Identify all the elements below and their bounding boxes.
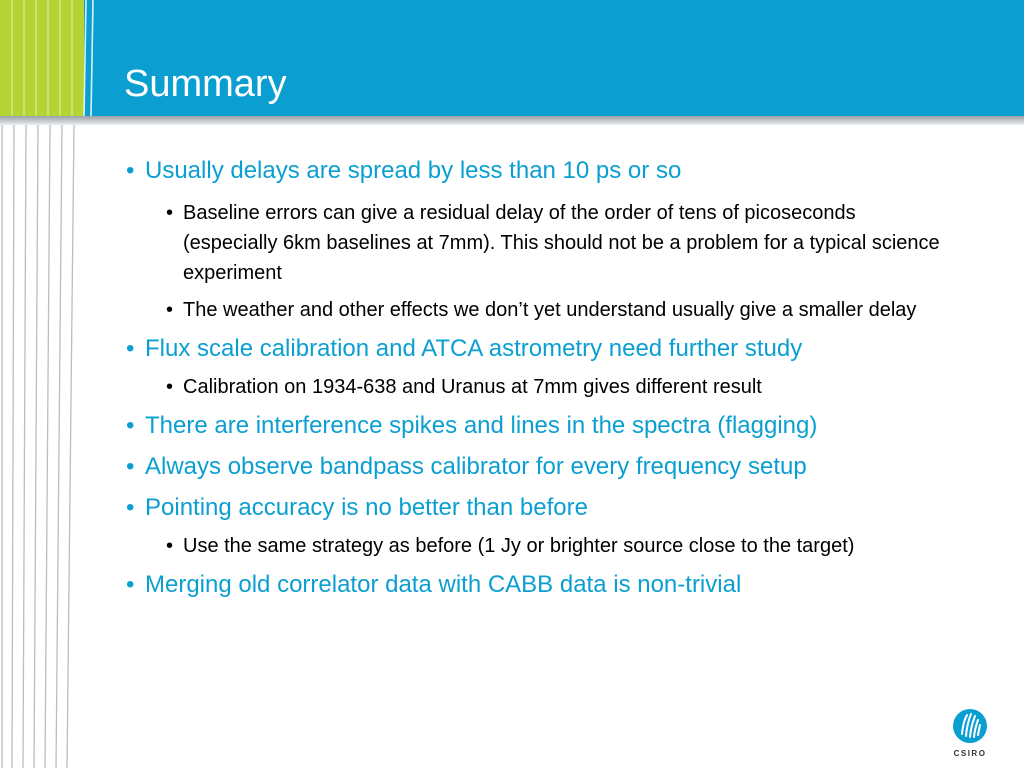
slide-title: Summary (124, 63, 287, 105)
bullet-text: There are interference spikes and lines in the spectra (flagging) (145, 412, 818, 439)
sub-bullet-text: The weather and other effects we don’t yet understand usually give a smaller delay (183, 299, 917, 321)
bullet-marker: • (126, 412, 135, 439)
decorative-stripes (0, 0, 100, 768)
csiro-logo (945, 706, 995, 758)
bullet-item (126, 334, 966, 364)
sub-bullet-marker: • (166, 376, 174, 398)
bullet-text: Merging old correlator data with CABB data is non-trivial (145, 571, 742, 598)
sub-bullet-marker: • (166, 202, 174, 224)
bullet-item (126, 411, 966, 441)
sub-bullet-marker: • (166, 535, 174, 557)
bullet-marker: • (126, 494, 135, 521)
bullet-text: Pointing accuracy is no better than before (145, 494, 588, 521)
sub-bullet-item (166, 295, 953, 325)
sub-bullet-text: Calibration on 1934-638 and Uranus at 7mm gives different result (183, 376, 762, 398)
bullet-list (126, 156, 966, 600)
bullet-item (126, 156, 966, 186)
sub-bullet-item (166, 531, 953, 561)
bullet-text: Usually delays are spread by less than 10 ps or so (145, 157, 682, 184)
sub-bullet-item (166, 372, 953, 402)
bullet-marker: • (126, 571, 135, 598)
bullet-item (126, 570, 966, 600)
logo-text: CSIRO (953, 749, 987, 758)
bullet-item (126, 452, 966, 482)
sub-bullet-text: Baseline errors can give a residual delay of the order of tens of picoseconds (especially 6km baselines at 7mm). This should not be a problem for a typical science experiment (183, 202, 940, 284)
bullet-marker: • (126, 157, 135, 184)
bullet-marker: • (126, 335, 135, 362)
bullet-marker: • (126, 453, 135, 480)
title-bar-shadow (0, 116, 1024, 125)
sub-bullet-item (166, 198, 953, 288)
sub-bullet-text: Use the same strategy as before (1 Jy or brighter source close to the target) (183, 535, 855, 557)
bullet-text: Always observe bandpass calibrator for every frequency setup (145, 453, 807, 480)
sub-bullet-marker: • (166, 299, 174, 321)
bullet-item (126, 493, 966, 523)
bullet-text: Flux scale calibration and ATCA astrometry need further study (145, 335, 803, 362)
